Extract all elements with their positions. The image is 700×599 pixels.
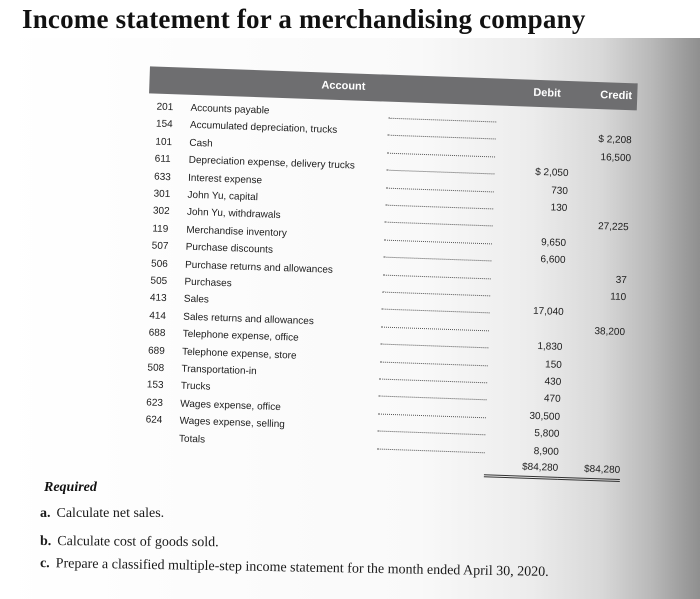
leader-dots (388, 118, 496, 123)
account-name: John Yu, capital (187, 189, 259, 204)
leader-dots (384, 239, 492, 244)
required-item-text: Prepare a classified multiple-step income statement for the month ended April 30, 2020. (55, 556, 549, 580)
account-number: 689 (147, 345, 165, 357)
account-number: 505 (150, 275, 168, 288)
account-number: 611 (154, 153, 171, 166)
account-name: Cash (189, 137, 213, 150)
required-item-text: Calculate cost of goods sold. (57, 534, 219, 551)
leader-dots (383, 257, 491, 262)
account-name: Totals (178, 433, 206, 446)
debit-cell: 9,650 (540, 236, 567, 249)
debit-cell: 470 (543, 393, 561, 406)
leader-dots (382, 292, 490, 297)
total-debit: $84,280 (484, 458, 559, 480)
credit-cell: $ 2,208 (598, 134, 632, 147)
leader-dots (385, 222, 493, 227)
leader-dots (387, 152, 495, 157)
leader-dots (383, 274, 491, 279)
account-name: Purchase returns and allowances (184, 259, 334, 276)
leader-dots (388, 135, 496, 140)
debit-cell: 30,500 (529, 410, 561, 423)
account-name: Trucks (180, 381, 211, 394)
leader-dots (382, 309, 490, 314)
credit-cell: 110 (610, 291, 627, 304)
account-name: Telephone expense, store (181, 346, 297, 362)
page-title: Income statement for a merchandising company (22, 4, 586, 34)
credit-cell: 38,200 (594, 325, 626, 338)
leader-dots (381, 326, 489, 331)
account-name: Merchandise inventory (186, 224, 288, 240)
account-name: Wages expense, office (180, 398, 281, 413)
header-debit: Debit (533, 86, 561, 100)
credit-cell (571, 113, 633, 115)
account-number: 302 (152, 205, 170, 218)
credit-cell: 37 (615, 274, 628, 286)
debit-cell: $ 2,050 (534, 167, 569, 180)
account-name: Interest expense (187, 172, 263, 186)
account-number: 201 (156, 101, 174, 114)
leader-dots (380, 361, 488, 366)
leader-dots (385, 205, 493, 210)
header-credit: Credit (600, 89, 633, 103)
account-name: John Yu, withdrawals (186, 207, 281, 222)
account-number: 688 (148, 327, 166, 340)
required-item-letter: c. (39, 556, 50, 572)
account-name: Purchase discounts (185, 241, 274, 256)
header-account: Account (321, 79, 366, 93)
account-number (145, 429, 171, 430)
account-name: Transportation-in (181, 363, 257, 378)
account-name: Sales (183, 294, 210, 306)
debit-cell: 8,900 (533, 445, 559, 458)
debit-cell: 1,830 (537, 341, 563, 354)
leader-dots (380, 344, 488, 349)
debit-cell: 150 (544, 358, 563, 371)
leader-dots (377, 448, 485, 453)
debit-cell: 430 (544, 376, 562, 388)
leader-dots (386, 187, 494, 192)
account-number: 301 (153, 188, 171, 201)
required-item-b (40, 534, 219, 551)
leader-dots (386, 170, 494, 175)
debit-cell: 6,600 (540, 254, 566, 267)
leader-dots (378, 413, 486, 418)
account-number: 506 (150, 258, 168, 270)
account-name: Wages expense, selling (179, 415, 286, 431)
debit-cell: 17,040 (532, 306, 564, 319)
required-item-text: Calculate net sales. (56, 506, 165, 521)
account-name: Accounts payable (190, 102, 270, 117)
account-number: 623 (146, 397, 164, 409)
trial-balance-table (126, 66, 660, 494)
account-number: 507 (151, 240, 169, 253)
account-number: 413 (149, 292, 167, 305)
account-number: 414 (149, 310, 167, 322)
account-name: Depreciation expense, delivery trucks (188, 154, 356, 172)
account-number: 101 (155, 136, 173, 148)
leader-dots (377, 431, 485, 436)
debit-cell: 130 (550, 202, 568, 214)
debit-cell (497, 110, 571, 113)
required-heading: Required (44, 480, 97, 495)
account-number: 154 (155, 118, 173, 131)
account-number: 508 (147, 362, 165, 375)
debit-cell: 5,800 (534, 428, 560, 441)
account-number: 624 (145, 414, 163, 427)
account-name: Sales returns and allowances (183, 311, 315, 328)
account-name: Purchases (184, 276, 232, 290)
leader-dots (379, 379, 487, 384)
account-name: Telephone expense, office (182, 328, 299, 344)
debit-cell: 730 (551, 185, 569, 197)
required-item-a (40, 506, 164, 522)
account-number: 633 (153, 171, 172, 183)
required-item-letter: a. (40, 506, 51, 521)
account-number: 153 (146, 379, 164, 392)
required-item-letter: b. (39, 534, 52, 550)
credit-cell: 27,225 (597, 221, 629, 234)
credit-cell: 16,500 (600, 151, 632, 164)
account-name: Accumulated depreciation, trucks (189, 120, 338, 137)
total-credit: $84,280 (558, 461, 621, 482)
account-number: 119 (152, 223, 169, 235)
leader-dots (379, 396, 487, 401)
